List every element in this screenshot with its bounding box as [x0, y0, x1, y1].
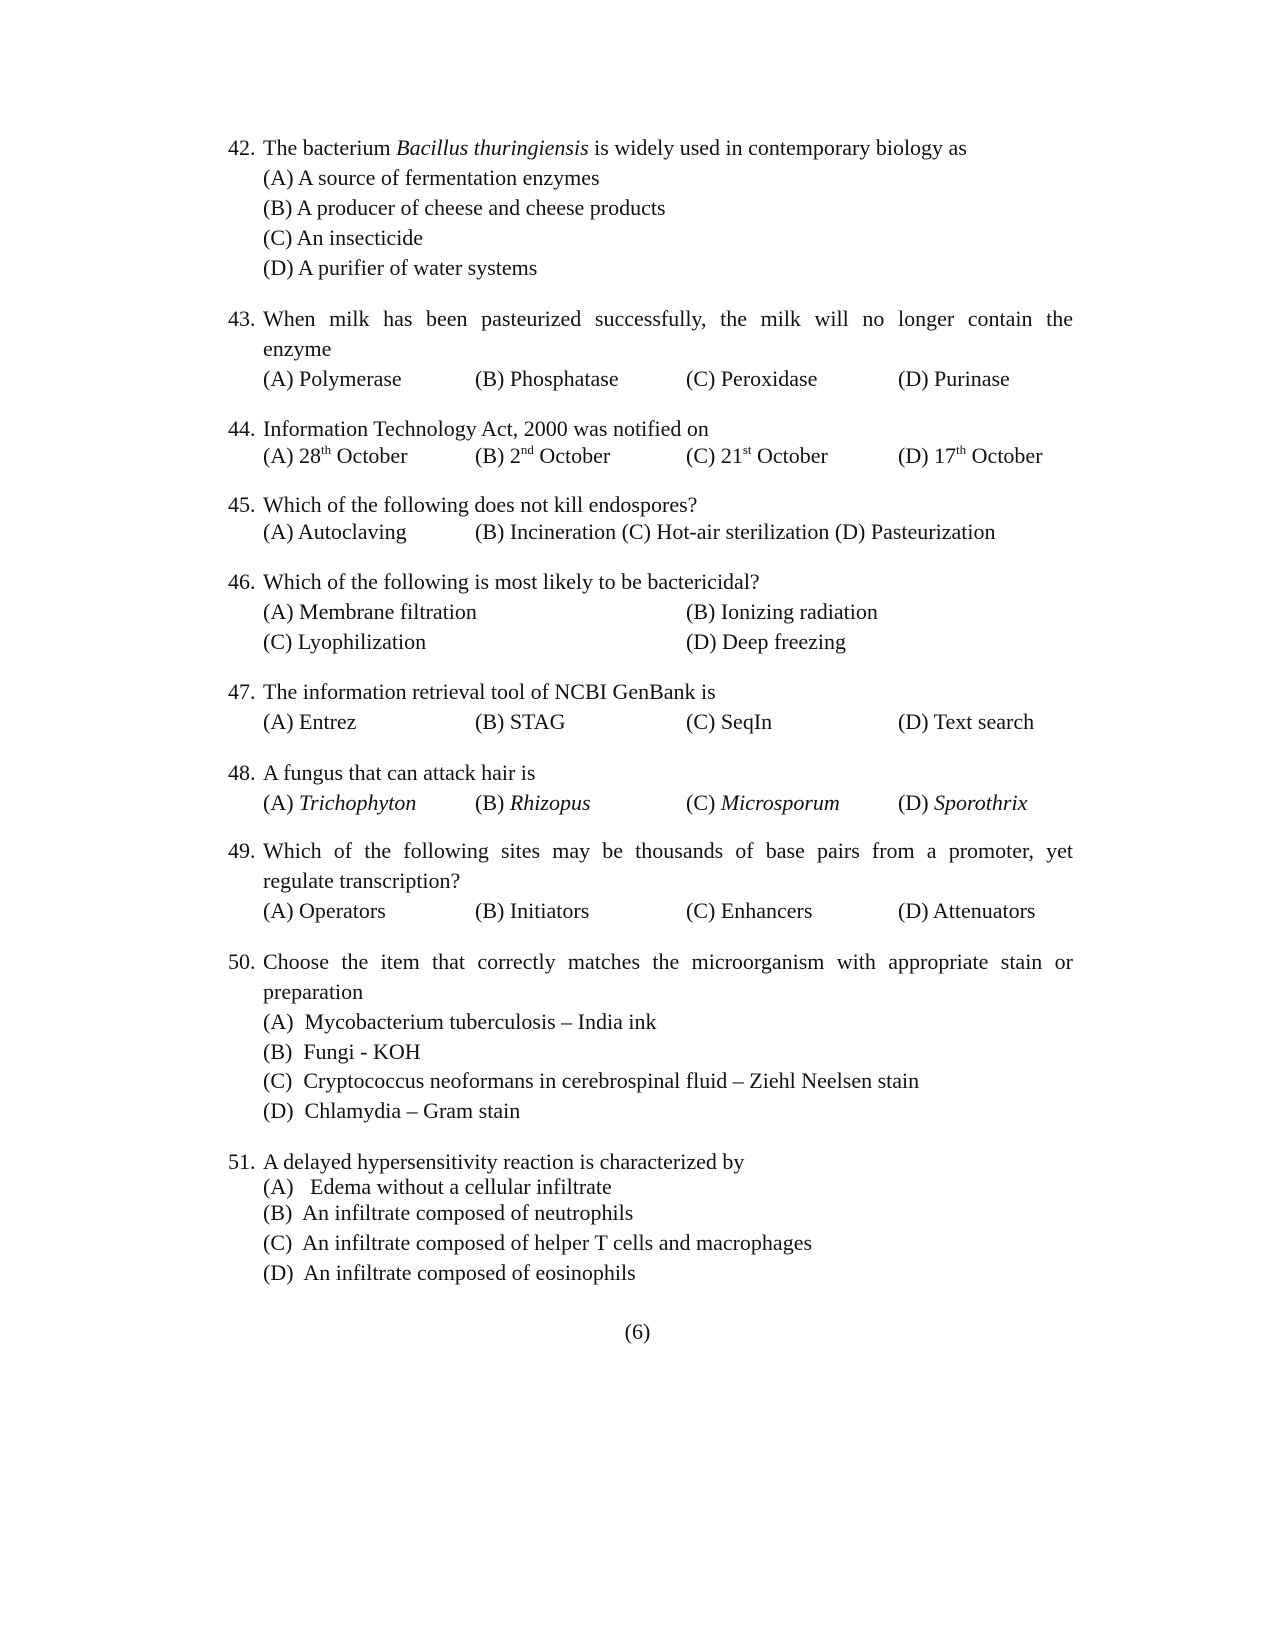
option-d: (D) 17th October [898, 442, 1043, 468]
option-c: (C) An insecticide [263, 225, 424, 250]
option-b: (B) 2nd October [475, 442, 611, 468]
option-c: (C) Lyophilization [263, 629, 427, 654]
option-d: (D) Purinase [898, 366, 1010, 391]
question-number: 49. [228, 838, 256, 863]
option-d: (D) Attenuators [898, 898, 1036, 923]
option-d: (D) Deep freezing [686, 629, 847, 654]
option-d: (D) Text search [898, 709, 1035, 734]
question-number: 51. [228, 1149, 256, 1174]
option-a: (A) Autoclaving [263, 519, 407, 544]
option-b: (B) STAG [475, 709, 566, 734]
question-number: 48. [228, 760, 256, 785]
option-a: (A) Polymerase [263, 366, 402, 391]
option-d: (D) Chlamydia – Gram stain [263, 1098, 521, 1123]
option-d: (D) Sporothrix [898, 790, 1028, 815]
option-b: (B) A producer of cheese and cheese products [263, 195, 666, 220]
question-number: 50. [228, 949, 256, 974]
option-a: (A) Operators [263, 898, 386, 923]
question-stem: A delayed hypersensitivity reaction is characterized by [263, 1149, 745, 1174]
question-number: 44. [228, 416, 256, 441]
options-b-c-d: (B) Incineration (C) Hot-air sterilization (D) Pasteurization [475, 519, 996, 544]
option-c: (C) Peroxidase [686, 366, 818, 391]
option-c: (C) Cryptococcus neoformans in cerebrospinal fluid – Ziehl Neelsen stain [263, 1068, 920, 1093]
option-a: (A) 28th October [263, 442, 408, 468]
option-c: (C) SeqIn [686, 709, 773, 734]
option-b: (B) Phosphatase [475, 366, 619, 391]
question-stem: The bacterium Bacillus thuringiensis is widely used in contemporary biology as [263, 135, 967, 160]
option-c: (C) Enhancers [686, 898, 813, 923]
option-c: (C) 21st October [686, 442, 828, 468]
question-stem-line1: When milk has been pasteurized successfully, the milk will no longer contain the [263, 306, 1073, 331]
option-c: (C) An infiltrate composed of helper T cells and macrophages [263, 1230, 813, 1255]
option-b: (B) Initiators [475, 898, 590, 923]
question-number: 43. [228, 306, 256, 331]
question-number: 47. [228, 679, 256, 704]
question-number: 46. [228, 569, 256, 594]
option-a: (A) Membrane filtration [263, 599, 477, 624]
question-stem: A fungus that can attack hair is [263, 760, 536, 785]
option-b: (B) Fungi - KOH [263, 1039, 421, 1064]
option-a: (A) A source of fermentation enzymes [263, 165, 600, 190]
question-stem-line1: Which of the following sites may be thousands of base pairs from a promoter, yet [263, 838, 1073, 863]
option-b: (B) Ionizing radiation [686, 599, 878, 624]
page-number: (6) [624, 1319, 651, 1344]
question-number: 45. [228, 492, 256, 517]
option-a: (A) Mycobacterium tuberculosis – India ink [263, 1009, 657, 1034]
question-stem: Which of the following is most likely to be bactericidal? [263, 569, 760, 594]
question-stem: Information Technology Act, 2000 was notified on [263, 416, 709, 441]
option-d: (D) A purifier of water systems [263, 255, 538, 280]
question-stem-line1: Choose the item that correctly matches the microorganism with appropriate stain or [263, 949, 1073, 974]
question-stem-line2: enzyme [263, 336, 332, 361]
option-a: (A) Entrez [263, 709, 357, 734]
option-b: (B) An infiltrate composed of neutrophils [263, 1200, 634, 1225]
question-number: 42. [228, 135, 256, 160]
question-stem: The information retrieval tool of NCBI GenBank is [263, 679, 716, 704]
option-d: (D) An infiltrate composed of eosinophils [263, 1260, 636, 1285]
option-a: (A) Edema without a cellular infiltrate [263, 1174, 612, 1199]
option-c: (C) Microsporum [686, 790, 840, 815]
question-stem-line2: preparation [263, 979, 364, 1004]
option-b: (B) Rhizopus [475, 790, 591, 815]
question-stem-line2: regulate transcription? [263, 868, 461, 893]
option-a: (A) Trichophyton [263, 790, 417, 815]
question-stem: Which of the following does not kill endospores? [263, 492, 698, 517]
